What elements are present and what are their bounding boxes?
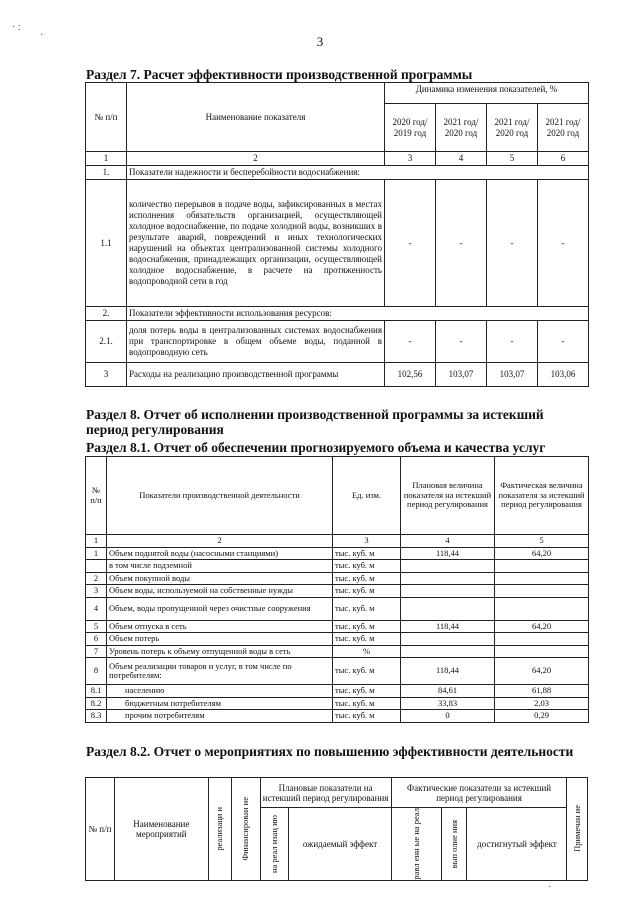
value-cell: - [487,180,538,307]
index-cell: 2 [107,535,333,548]
row-fact [495,560,589,573]
table-row [86,572,589,585]
period-header: 2021 год/ 2020 год [538,104,589,152]
period-header: 2020 год/ 2019 год [385,104,436,152]
value-cell: - [385,180,436,307]
row-text: Расходы на реализацию производственной программы [127,363,385,387]
col-financing-header: Финансирован ие [231,778,260,881]
row-unit: тыс. куб. м [333,710,401,723]
row-name: бюджетным потребителям [107,697,333,710]
row-fact: 64,20 [495,547,589,560]
col-note-header: Примечан ие [567,778,588,881]
row-fact [495,633,589,646]
table-row [86,645,589,658]
table-row [86,166,589,180]
row-num: 8.3 [86,710,107,723]
row-unit: тыс. куб. м [333,697,401,710]
value-cell: - [487,321,538,363]
value-cell: 103,07 [436,363,487,387]
row-plan [401,633,495,646]
index-cell: 3 [385,152,436,166]
row-fact: 2,03 [495,697,589,710]
table-row [86,560,589,573]
row-name: Объем покупной воды [107,572,333,585]
table-row [86,307,589,321]
row-unit: тыс. куб. м [333,547,401,560]
index-cell: 2 [127,152,385,166]
row-num [86,560,107,573]
row-fact [495,585,589,598]
row-num: 8 [86,658,107,685]
row-text: Показатели эффективности использования ресурсов: [127,307,589,321]
col-fact-header: Фактическая величина показателя за истекший период регулирования [495,457,589,535]
value-cell: - [436,321,487,363]
row-unit: тыс. куб. м [333,658,401,685]
row-plan: 0 [401,710,495,723]
value-cell: - [538,321,589,363]
row-unit: тыс. куб. м [333,585,401,598]
row-fact: 61,88 [495,685,589,698]
col-unit-header: Ед. изм. [333,457,401,535]
section-8-2-title: Раздел 8.2. Отчет о мероприятиях по повышению эффективности деятельности [86,744,574,759]
row-unit: тыс. куб. м [333,685,401,698]
row-fact: 64,20 [495,620,589,633]
col-name-header: Показатели производственной деятельности [107,457,333,535]
col-period-header: реализаци и [208,778,231,881]
row-plan [401,572,495,585]
row-num: 6 [86,633,107,646]
row-text: количество перерывов в подаче воды, зафиксированных в местах исполнения обязательств организацией, осуществляющей холодное водоснабжение, по подаче холодной воды, возникших в результате аварий, повреждений и иных технологических нарушений на объектах централизованной системы холодного водоснабжения, принадлежащих организации, осуществляющей холодное водоснабжение, в расчете на протяженность водопроводной сети в год [127,180,385,307]
row-text: Показатели надежности и бесперебойности водоснабжения: [127,166,589,180]
col-num-header: № п/п [86,83,127,152]
row-name: в том числе подземной [107,560,333,573]
table-row [86,585,589,598]
fact-group-header: Фактические показатели за истекший период регулирования [391,778,567,808]
value-cell: 103,07 [487,363,538,387]
volume-table [85,456,589,723]
row-name: Уровень потерь к объему отпущенной воды в сеть [107,645,333,658]
row-num: 2. [86,307,127,321]
row-num: 1.1 [86,180,127,307]
period-header: 2021 год/ 2020 год [436,104,487,152]
index-cell: 5 [487,152,538,166]
index-cell: 5 [495,535,589,548]
row-num: 3 [86,585,107,598]
row-name: Объем реализации товаров и услуг, в том числе по потребителям: [107,658,333,685]
col-num-header: № п/п [86,778,115,881]
row-name: прочим потребителям [107,710,333,723]
row-unit: тыс. куб. м [333,597,401,620]
row-num: 5 [86,620,107,633]
row-unit: % [333,645,401,658]
col-plan-header: Плановая величина показателя на истекший период регулирования [401,457,495,535]
table-row [86,685,589,698]
section-8-title: Раздел 8. Отчет об исполнении производственной программы за истекший период регулирования [86,407,544,437]
row-num: 1. [86,166,127,180]
col-dynamics-header: Динамика изменения показателей, % [385,83,589,104]
row-fact: 64,20 [495,658,589,685]
col-num-header: № п/п [86,457,107,535]
row-plan [401,560,495,573]
fact-sub-header: вып олне ния [442,808,467,881]
row-fact [495,572,589,585]
table-row [86,180,589,307]
row-plan [401,597,495,620]
row-num: 8.2 [86,697,107,710]
col-name-header: Наименование мероприятий [114,778,208,881]
row-num: 4 [86,597,107,620]
value-cell: - [385,321,436,363]
row-plan [401,585,495,598]
fact-effect-header: достигнутый эффект [467,808,567,881]
table-row [86,363,589,387]
index-cell: 1 [86,535,107,548]
row-name: Объем потерь [107,633,333,646]
index-cell: 6 [538,152,589,166]
scan-speck: · [548,882,552,893]
measures-table [85,777,588,881]
row-plan: 118,44 [401,658,495,685]
table-row [86,321,589,363]
table-row [86,547,589,560]
row-num: 2 [86,572,107,585]
plan-effect-header: ожидаемый эффект [289,808,391,881]
section-8-1-title: Раздел 8.1. Отчет об обеспечении прогнозируемого объема и качества услуг [86,440,546,455]
index-cell: 3 [333,535,401,548]
value-cell: - [538,180,589,307]
table-row [86,620,589,633]
row-num: 8.1 [86,685,107,698]
row-num: 1 [86,547,107,560]
row-text: доля потерь воды в централизованных системах водоснабжения при транспортировке в общем объеме воды, поданной в водопроводную сеть [127,321,385,363]
plan-sub-header: на реал изац ию [260,808,289,881]
scan-speck: · [40,30,44,41]
row-unit: тыс. куб. м [333,620,401,633]
table-row [86,697,589,710]
row-name: Объем, воды пропущенной через очистные сооружения [107,597,333,620]
row-unit: тыс. куб. м [333,572,401,585]
index-cell: 4 [436,152,487,166]
plan-group-header: Плановые показатели на истекший период регулирования [260,778,391,808]
row-plan: 118,44 [401,547,495,560]
row-name: Объем отпуска в сеть [107,620,333,633]
fact-sub-header: равл енн ые на реал [391,808,442,881]
scan-speck: · : [12,22,21,33]
row-fact: 0,29 [495,710,589,723]
row-fact [495,645,589,658]
row-fact [495,597,589,620]
period-header: 2021 год/ 2020 год [487,104,538,152]
table-row [86,710,589,723]
table-row [86,633,589,646]
row-plan: 33,83 [401,697,495,710]
value-cell: 102,56 [385,363,436,387]
row-num: 3 [86,363,127,387]
row-plan: 118,44 [401,620,495,633]
value-cell: 103,06 [538,363,589,387]
index-cell: 1 [86,152,127,166]
row-unit: тыс. куб. м [333,560,401,573]
section-7-title: Раздел 7. Расчет эффективности производственной программы [86,67,473,82]
row-name: Объем поднятой воды (насосными станциями) [107,547,333,560]
efficiency-table [85,82,589,387]
row-num: 7 [86,645,107,658]
row-name: населению [107,685,333,698]
value-cell: - [436,180,487,307]
index-cell: 4 [401,535,495,548]
row-plan: 84,61 [401,685,495,698]
row-name: Объем воды, используемой на собственные нужды [107,585,333,598]
table-row [86,597,589,620]
page-number: 3 [316,34,324,49]
row-num: 2.1. [86,321,127,363]
row-plan [401,645,495,658]
row-unit: тыс. куб. м [333,633,401,646]
col-name-header: Наименование показателя [127,83,385,152]
table-row [86,658,589,685]
